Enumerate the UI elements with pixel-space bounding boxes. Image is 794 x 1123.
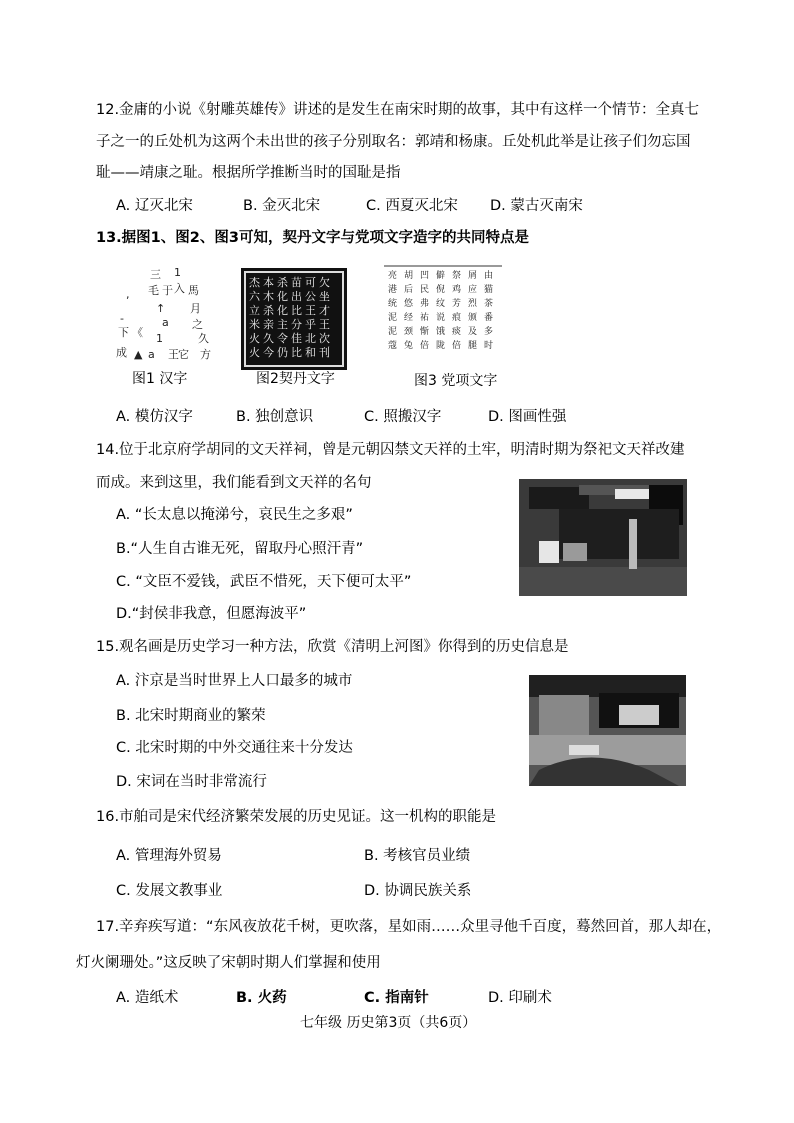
svg-text:佳: 佳 [291, 332, 302, 345]
svg-text:由: 由 [484, 271, 494, 281]
svg-text:次: 次 [319, 332, 330, 345]
svg-text:痕: 痕 [452, 313, 462, 323]
svg-text:化: 化 [277, 304, 288, 317]
svg-text:月: 月 [190, 302, 201, 315]
svg-text:弗: 弗 [420, 299, 430, 309]
q12-stem-line1: 12.金庸的小说《射雕英雄传》讲述的是发生在南宋时期的故事，其中有这样一个情节：全真七 [96, 102, 700, 118]
q15-option-c: C. 北宋时期的中外交通往来十分发达 [116, 740, 353, 756]
q12-stem-line3: 耻——靖康之耻。根据所学推断当时的国耻是指 [96, 165, 401, 181]
svg-text:芳: 芳 [452, 299, 462, 309]
q17-option-a: A. 造纸术 [116, 990, 179, 1006]
figure-3-caption: 图3 党项文字 [414, 373, 498, 389]
q12-option-a: A. 辽灭北宋 [116, 198, 193, 214]
q15-option-a: A. 汴京是当时世界上人口最多的城市 [116, 673, 353, 689]
svg-text:乎: 乎 [305, 318, 316, 331]
svg-text:倍: 倍 [420, 341, 430, 351]
svg-text:亲: 亲 [263, 318, 274, 331]
svg-text:a: a [148, 348, 155, 361]
svg-text:蔻: 蔻 [388, 341, 398, 351]
q16-option-a: A. 管理海外贸易 [116, 848, 222, 864]
q13-stem: 13.据图1、图2、图3可知，契丹文字与党项文字造字的共同特点是 [96, 230, 529, 246]
svg-text:主: 主 [277, 318, 288, 331]
figure-2-caption: 图2契丹文字 [256, 371, 335, 387]
svg-text:泥: 泥 [388, 313, 398, 323]
svg-text:↑: ↑ [156, 302, 166, 315]
svg-text:猫: 猫 [484, 285, 494, 295]
svg-text:民: 民 [420, 285, 430, 295]
svg-text:亮: 亮 [388, 271, 398, 281]
q15-stem: 15.观名画是历史学习一种方法，欣赏《清明上河图》你得到的历史信息是 [96, 639, 569, 655]
svg-text:凹: 凹 [420, 271, 430, 281]
svg-text:比: 比 [291, 346, 302, 359]
svg-text:悠: 悠 [404, 299, 414, 309]
svg-text:经: 经 [404, 313, 414, 323]
svg-text:下: 下 [118, 326, 129, 339]
svg-text:火: 火 [249, 332, 260, 345]
svg-text:僻: 僻 [436, 271, 446, 281]
svg-text:公: 公 [305, 290, 316, 303]
svg-text:欠: 欠 [319, 276, 330, 289]
svg-text:方: 方 [200, 348, 211, 361]
svg-text:馬: 馬 [188, 284, 199, 297]
svg-text:▲: ▲ [134, 348, 143, 361]
svg-text:毛: 毛 [148, 284, 159, 297]
svg-text:倍: 倍 [452, 341, 462, 351]
svg-text:1: 1 [156, 332, 163, 345]
svg-text:北: 北 [305, 332, 316, 345]
svg-text:成: 成 [116, 346, 127, 359]
svg-text:它: 它 [178, 348, 189, 361]
q12-option-b: B. 金灭北宋 [243, 198, 321, 214]
svg-text:痰: 痰 [452, 327, 462, 337]
q17-option-d: D. 印刷术 [488, 990, 552, 1006]
q14-stem-line1: 14.位于北京府学胡同的文天祥祠，曾是元朝囚禁文天祥的土牢，明清时期为祭祀文天祥改建 [96, 442, 685, 458]
svg-text:刊: 刊 [319, 346, 330, 359]
svg-text:令: 令 [277, 332, 288, 345]
q14-option-c: C. “文臣不爱钱，武臣不惜死，天下便可太平” [116, 574, 412, 590]
svg-text:于: 于 [162, 284, 173, 297]
q13-option-c: C. 照搬汉字 [364, 409, 442, 425]
figure-3-tangut-script [384, 264, 502, 364]
svg-text:米: 米 [249, 318, 260, 331]
page-footer: 七年级 历史第3页（共6页） [300, 1015, 477, 1031]
svg-text:屑: 屑 [468, 271, 478, 281]
q17-stem-line1: 17.辛弃疾写道：“东风夜放花千树，更吹落，星如雨……众里寻他千百度，蓦然回首，那人却在， [96, 919, 722, 935]
q16-option-c: C. 发展文教事业 [116, 883, 223, 899]
svg-text:祭: 祭 [452, 271, 462, 281]
svg-text:说: 说 [436, 313, 446, 323]
svg-text:入: 入 [174, 282, 185, 295]
svg-text:王: 王 [305, 304, 316, 317]
q15-option-d: D. 宋词在当时非常流行 [116, 774, 267, 790]
qingming-painting-photo [529, 675, 686, 786]
q16-option-b: B. 考核官员业绩 [364, 848, 471, 864]
svg-text:烈: 烈 [468, 299, 478, 309]
q17-stem-line2: 灯火阑珊处。”这反映了宋朝时期人们掌握和使用 [76, 955, 381, 971]
svg-text:番: 番 [484, 313, 494, 323]
svg-text:纹: 纹 [436, 299, 446, 309]
svg-text:后: 后 [404, 285, 414, 295]
q17-option-c: C. 指南针 [364, 990, 429, 1006]
svg-text:饿: 饿 [436, 327, 446, 337]
svg-text:之: 之 [192, 318, 203, 331]
svg-text:兔: 兔 [404, 341, 414, 351]
svg-text:分: 分 [291, 318, 302, 331]
svg-text:杀: 杀 [263, 304, 274, 317]
svg-text:久: 久 [263, 332, 274, 345]
svg-text:王: 王 [168, 348, 179, 361]
svg-text:可: 可 [305, 276, 316, 289]
svg-text:《: 《 [132, 326, 143, 339]
svg-text:1: 1 [174, 266, 181, 279]
svg-text:,: , [126, 288, 130, 301]
q12-stem-line2: 子之一的丘处机为这两个未出世的孩子分别取名：郭靖和杨康。丘处机此举是让孩子们勿忘国 [96, 134, 691, 150]
q14-option-a: A. “长太息以掩涕兮，哀民生之多艰” [116, 507, 353, 523]
figure-2-khitan-script [241, 268, 347, 370]
svg-text:立: 立 [249, 304, 260, 317]
svg-text:今: 今 [263, 346, 274, 359]
q17-option-b: B. 火药 [236, 990, 287, 1006]
q13-option-b: B. 独创意识 [236, 409, 314, 425]
svg-text:茶: 茶 [484, 299, 494, 309]
q12-option-d: D. 蒙古灭南宋 [490, 198, 583, 214]
svg-text:六: 六 [249, 290, 260, 303]
svg-text:久: 久 [198, 332, 209, 345]
svg-text:泥: 泥 [388, 327, 398, 337]
svg-text:应: 应 [468, 285, 478, 295]
svg-text:出: 出 [291, 290, 302, 303]
svg-text:及: 及 [468, 327, 478, 337]
svg-text:三: 三 [150, 268, 161, 281]
q12-option-c: C. 西夏灭北宋 [366, 198, 458, 214]
svg-text:-: - [120, 312, 124, 325]
svg-text:倪: 倪 [436, 285, 446, 295]
svg-text:和: 和 [305, 346, 316, 359]
svg-text:本: 本 [263, 276, 274, 289]
svg-text:坐: 坐 [319, 290, 330, 303]
q16-stem: 16.市舶司是宋代经济繁荣发展的历史见证。这一机构的职能是 [96, 809, 497, 825]
svg-text:杰: 杰 [249, 276, 260, 289]
q14-option-b: B.“人生自古谁无死，留取丹心照汗青” [116, 541, 364, 557]
svg-text:腿: 腿 [468, 341, 478, 351]
svg-text:惭: 惭 [420, 327, 430, 337]
figure-1-caption: 图1 汉字 [132, 371, 188, 387]
svg-text:苗: 苗 [291, 276, 302, 289]
svg-text:杀: 杀 [277, 276, 288, 289]
q16-option-d: D. 协调民族关系 [364, 883, 472, 899]
svg-text:火: 火 [249, 346, 260, 359]
q14-stem-line2: 而成。来到这里，我们能看到文天祥的名句 [96, 475, 372, 491]
svg-text:颁: 颁 [468, 313, 478, 323]
svg-text:化: 化 [277, 290, 288, 303]
q14-option-d: D.“封侯非我意，但愿海波平” [116, 606, 307, 622]
svg-text:多: 多 [484, 327, 494, 337]
svg-text:鸡: 鸡 [452, 285, 462, 295]
svg-text:颈: 颈 [404, 327, 414, 337]
q15-option-b: B. 北宋时期商业的繁荣 [116, 708, 266, 724]
svg-text:王: 王 [319, 318, 330, 331]
q13-option-a: A. 模仿汉字 [116, 409, 193, 425]
svg-text:祐: 祐 [420, 313, 430, 323]
svg-text:统: 统 [388, 299, 398, 309]
svg-text:时: 时 [484, 341, 494, 351]
wen-tianxiang-shrine-photo [519, 479, 687, 596]
svg-text:仍: 仍 [277, 346, 288, 359]
svg-text:a: a [162, 316, 169, 329]
svg-text:陇: 陇 [436, 341, 446, 351]
svg-text:才: 才 [319, 304, 330, 317]
svg-text:港: 港 [388, 285, 398, 295]
svg-text:木: 木 [263, 290, 274, 303]
q13-option-d: D. 图画性强 [488, 409, 567, 425]
svg-text:胡: 胡 [404, 271, 414, 281]
svg-text:比: 比 [291, 304, 302, 317]
figure-1-han-characters [112, 264, 212, 370]
